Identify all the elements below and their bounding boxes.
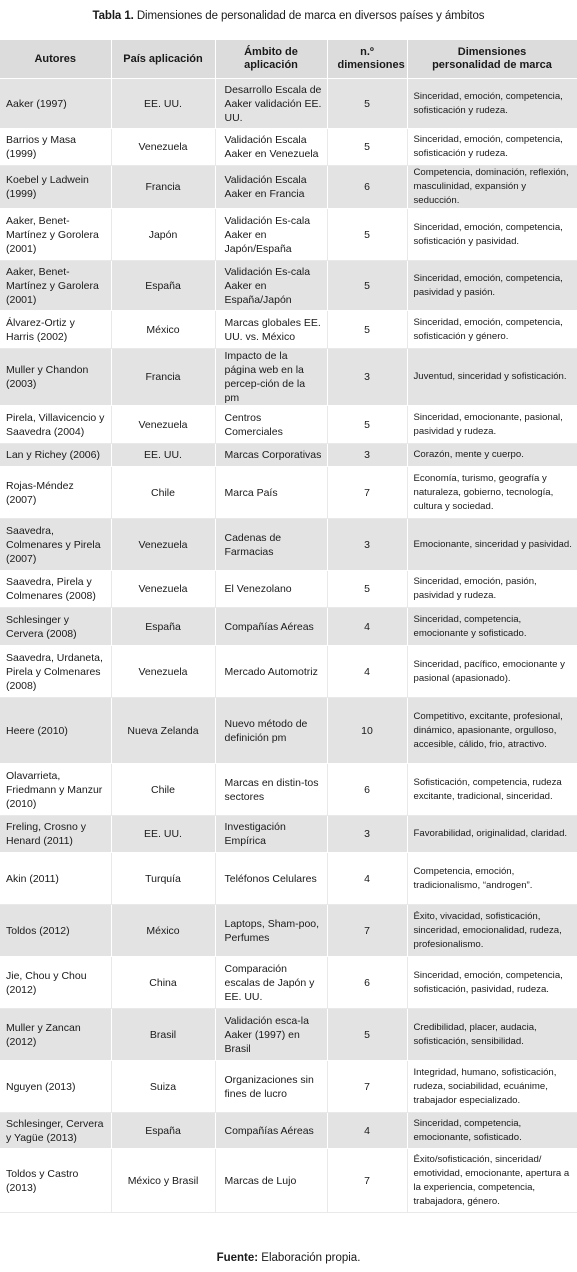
cell-pais: EE. UU. <box>111 79 215 129</box>
cell-dimensiones: Sinceridad, emocionante, pasional, pasividad y rudeza. <box>407 406 577 444</box>
table-header-row <box>0 40 577 79</box>
cell-ambito: El Venezolano <box>215 571 327 608</box>
cell-autores: Koebel y Ladwein (1999) <box>0 166 111 209</box>
table-row <box>0 519 577 571</box>
cell-ambito: Validación Escala Aaker en Francia <box>215 166 327 209</box>
table-row <box>0 646 577 698</box>
cell-autores: Akin (2011) <box>0 853 111 905</box>
cell-pais: China <box>111 957 215 1009</box>
cell-autores: Toldos y Castro (2013) <box>0 1149 111 1213</box>
cell-ambito: Validación Es-cala Aaker en Japón/España <box>215 209 327 261</box>
cell-pais: España <box>111 261 215 311</box>
cell-dimensiones: Sinceridad, competencia, emocionante, sofisticado. <box>407 1113 577 1149</box>
cell-ambito: Centros Comerciales <box>215 406 327 444</box>
cell-pais: Suiza <box>111 1061 215 1113</box>
cell-dimensiones: Sinceridad, emoción, competencia, sofisticación y rudeza. <box>407 79 577 129</box>
cell-pais: Venezuela <box>111 519 215 571</box>
table-row <box>0 444 577 467</box>
cell-ambito: Desarrollo Escala de Aaker validación EE. UU. <box>215 79 327 129</box>
cell-pais: México y Brasil <box>111 1149 215 1213</box>
cell-num-dimensiones: 5 <box>327 129 407 166</box>
cell-pais: México <box>111 905 215 957</box>
cell-dimensiones: Sinceridad, emoción, competencia, pasividad y pasión. <box>407 261 577 311</box>
cell-autores: Aaker, Benet-Martínez y Garolera (2001) <box>0 261 111 311</box>
cell-ambito: Comparación escalas de Japón y EE. UU. <box>215 957 327 1009</box>
cell-dimensiones: Éxito/sofisticación, sinceridad/ emotividad, emocionante, apertura a la experiencia, competencia, trabajadora, género. <box>407 1149 577 1213</box>
header-ambito: Ámbito de aplicación <box>215 40 327 79</box>
cell-num-dimensiones: 5 <box>327 571 407 608</box>
cell-num-dimensiones: 7 <box>327 1149 407 1213</box>
cell-pais: Japón <box>111 209 215 261</box>
cell-autores: Barrios y Masa (1999) <box>0 129 111 166</box>
table-row <box>0 608 577 646</box>
table-caption <box>0 10 577 22</box>
cell-dimensiones: Economía, turismo, geografía y naturaleza, gobierno, tecnología, cultura y sociedad. <box>407 467 577 519</box>
cell-num-dimensiones: 4 <box>327 853 407 905</box>
cell-autores: Saavedra, Urdaneta, Pirela y Colmenares (2008) <box>0 646 111 698</box>
cell-num-dimensiones: 10 <box>327 698 407 764</box>
cell-ambito: Impacto de la página web en la percep-ción de la pm <box>215 349 327 406</box>
cell-pais: México <box>111 311 215 349</box>
header-num-dimensiones: n.º dimensiones <box>327 40 407 79</box>
cell-ambito: Validación Es-cala Aaker en España/Japón <box>215 261 327 311</box>
cell-num-dimensiones: 3 <box>327 349 407 406</box>
cell-dimensiones: Juventud, sinceridad y sofisticación. <box>407 349 577 406</box>
cell-ambito: Nuevo método de definición pm <box>215 698 327 764</box>
cell-autores: Saavedra, Colmenares y Pirela (2007) <box>0 519 111 571</box>
cell-num-dimensiones: 5 <box>327 1009 407 1061</box>
cell-num-dimensiones: 5 <box>327 406 407 444</box>
table-row <box>0 571 577 608</box>
cell-pais: Nueva Zelanda <box>111 698 215 764</box>
cell-num-dimensiones: 6 <box>327 957 407 1009</box>
cell-autores: Nguyen (2013) <box>0 1061 111 1113</box>
table-row <box>0 1009 577 1061</box>
cell-ambito: Marcas de Lujo <box>215 1149 327 1213</box>
cell-autores: Lan y Richey (2006) <box>0 444 111 467</box>
cell-ambito: Cadenas de Farmacias <box>215 519 327 571</box>
table-row <box>0 467 577 519</box>
cell-ambito: Marcas Corporativas <box>215 444 327 467</box>
table-row <box>0 261 577 311</box>
table-caption-text: Dimensiones de personalidad de marca en diversos países y ámbitos <box>133 10 485 22</box>
cell-dimensiones: Competitivo, excitante, profesional, dinámico, apasionante, orgulloso, accesible, cálido, frio, atractivo. <box>407 698 577 764</box>
cell-num-dimensiones: 6 <box>327 166 407 209</box>
cell-autores: Olavarrieta, Friedmann y Manzur (2010) <box>0 764 111 816</box>
cell-ambito: Investigación Empírica <box>215 816 327 853</box>
cell-pais: EE. UU. <box>111 816 215 853</box>
cell-dimensiones: Sinceridad, competencia, emocionante y sofisticado. <box>407 608 577 646</box>
cell-num-dimensiones: 5 <box>327 311 407 349</box>
cell-autores: Aaker, Benet-Martínez y Gorolera (2001) <box>0 209 111 261</box>
header-dimensiones: Dimensiones personalidad de marca <box>407 40 577 79</box>
cell-autores: Freling, Crosno y Henard (2011) <box>0 816 111 853</box>
cell-autores: Schlesinger y Cervera (2008) <box>0 608 111 646</box>
footer-label: Fuente: <box>216 1252 259 1264</box>
cell-dimensiones: Sinceridad, pacífico, emocionante y pasional (apasionado). <box>407 646 577 698</box>
cell-autores: Saavedra, Pirela y Colmenares (2008) <box>0 571 111 608</box>
cell-autores: Jie, Chou y Chou (2012) <box>0 957 111 1009</box>
cell-num-dimensiones: 7 <box>327 1061 407 1113</box>
header-autores: Autores <box>0 40 111 79</box>
table-row <box>0 1113 577 1149</box>
cell-pais: Brasil <box>111 1009 215 1061</box>
cell-dimensiones: Emocionante, sinceridad y pasividad. <box>407 519 577 571</box>
cell-pais: Chile <box>111 467 215 519</box>
cell-autores: Aaker (1997) <box>0 79 111 129</box>
cell-ambito: Validación Escala Aaker en Venezuela <box>215 129 327 166</box>
cell-ambito: Laptops, Sham-poo, Perfumes <box>215 905 327 957</box>
cell-ambito: Marcas en distin-tos sectores <box>215 764 327 816</box>
cell-dimensiones: Competencia, dominación, reflexión, masculinidad, expansión y seducción. <box>407 166 577 209</box>
cell-dimensiones: Competencia, emoción, tradicionalismo, “androgen”. <box>407 853 577 905</box>
cell-num-dimensiones: 4 <box>327 608 407 646</box>
cell-ambito: Marcas globales EE. UU. vs. México <box>215 311 327 349</box>
cell-dimensiones: Sinceridad, emoción, competencia, sofisticación y rudeza. <box>407 129 577 166</box>
cell-dimensiones: Sinceridad, emoción, pasión, pasividad y rudeza. <box>407 571 577 608</box>
cell-pais: Venezuela <box>111 406 215 444</box>
table-row <box>0 79 577 129</box>
cell-autores: Muller y Zancan (2012) <box>0 1009 111 1061</box>
table-row <box>0 406 577 444</box>
cell-dimensiones: Sinceridad, emoción, competencia, sofisticación y género. <box>407 311 577 349</box>
table-row <box>0 853 577 905</box>
cell-num-dimensiones: 5 <box>327 261 407 311</box>
cell-num-dimensiones: 4 <box>327 1113 407 1149</box>
cell-pais: Chile <box>111 764 215 816</box>
cell-pais: Venezuela <box>111 129 215 166</box>
cell-dimensiones: Favorabilidad, originalidad, claridad. <box>407 816 577 853</box>
footer-text: Elaboración propia. <box>258 1252 361 1264</box>
header-pais: País aplicación <box>111 40 215 79</box>
cell-ambito: Mercado Automotriz <box>215 646 327 698</box>
cell-autores: Schlesinger, Cervera y Yagüe (2013) <box>0 1113 111 1149</box>
cell-autores: Heere (2010) <box>0 698 111 764</box>
cell-num-dimensiones: 5 <box>327 209 407 261</box>
cell-autores: Pirela, Villavicencio y Saavedra (2004) <box>0 406 111 444</box>
cell-pais: EE. UU. <box>111 444 215 467</box>
cell-num-dimensiones: 7 <box>327 905 407 957</box>
table-row <box>0 698 577 764</box>
cell-dimensiones: Sinceridad, emoción, competencia, sofisticación, pasividad, rudeza. <box>407 957 577 1009</box>
cell-pais: Francia <box>111 349 215 406</box>
table-row <box>0 957 577 1009</box>
cell-dimensiones: Integridad, humano, sofisticación, rudeza, sociabilidad, ecuánime, trabajador especializado. <box>407 1061 577 1113</box>
table-row <box>0 905 577 957</box>
cell-pais: Turquía <box>111 853 215 905</box>
cell-ambito: Marca País <box>215 467 327 519</box>
cell-pais: España <box>111 608 215 646</box>
cell-dimensiones: Sofisticación, competencia, rudeza excitante, tradicional, sinceridad. <box>407 764 577 816</box>
table-row <box>0 764 577 816</box>
cell-num-dimensiones: 3 <box>327 444 407 467</box>
cell-autores: Toldos (2012) <box>0 905 111 957</box>
cell-num-dimensiones: 3 <box>327 816 407 853</box>
table-row <box>0 349 577 406</box>
table-row <box>0 129 577 166</box>
personality-table <box>0 40 577 1213</box>
cell-ambito: Compañías Aéreas <box>215 1113 327 1149</box>
cell-num-dimensiones: 4 <box>327 646 407 698</box>
cell-autores: Rojas-Méndez (2007) <box>0 467 111 519</box>
table-row <box>0 1149 577 1213</box>
cell-dimensiones: Sinceridad, emoción, competencia, sofisticación y pasividad. <box>407 209 577 261</box>
cell-num-dimensiones: 6 <box>327 764 407 816</box>
table-body <box>0 79 577 1213</box>
cell-ambito: Teléfonos Celulares <box>215 853 327 905</box>
cell-num-dimensiones: 3 <box>327 519 407 571</box>
cell-pais: Venezuela <box>111 571 215 608</box>
table-footer <box>0 1252 577 1264</box>
cell-dimensiones: Credibilidad, placer, audacia, sofisticación, sensibilidad. <box>407 1009 577 1061</box>
cell-ambito: Compañías Aéreas <box>215 608 327 646</box>
cell-dimensiones: Corazón, mente y cuerpo. <box>407 444 577 467</box>
cell-dimensiones: Éxito, vivacidad, sofisticación, sinceridad, emocionalidad, rudeza, profesionalismo. <box>407 905 577 957</box>
cell-num-dimensiones: 7 <box>327 467 407 519</box>
cell-pais: Francia <box>111 166 215 209</box>
cell-autores: Álvarez-Ortiz y Harris (2002) <box>0 311 111 349</box>
cell-pais: España <box>111 1113 215 1149</box>
table-row <box>0 209 577 261</box>
cell-ambito: Validación esca-la Aaker (1997) en Brasil <box>215 1009 327 1061</box>
table-caption-label: Tabla 1. <box>92 10 134 22</box>
cell-pais: Venezuela <box>111 646 215 698</box>
cell-num-dimensiones: 5 <box>327 79 407 129</box>
table-row <box>0 816 577 853</box>
cell-ambito: Organizaciones sin fines de lucro <box>215 1061 327 1113</box>
cell-autores: Muller y Chandon (2003) <box>0 349 111 406</box>
table-row <box>0 311 577 349</box>
table-row <box>0 1061 577 1113</box>
table-row <box>0 166 577 209</box>
